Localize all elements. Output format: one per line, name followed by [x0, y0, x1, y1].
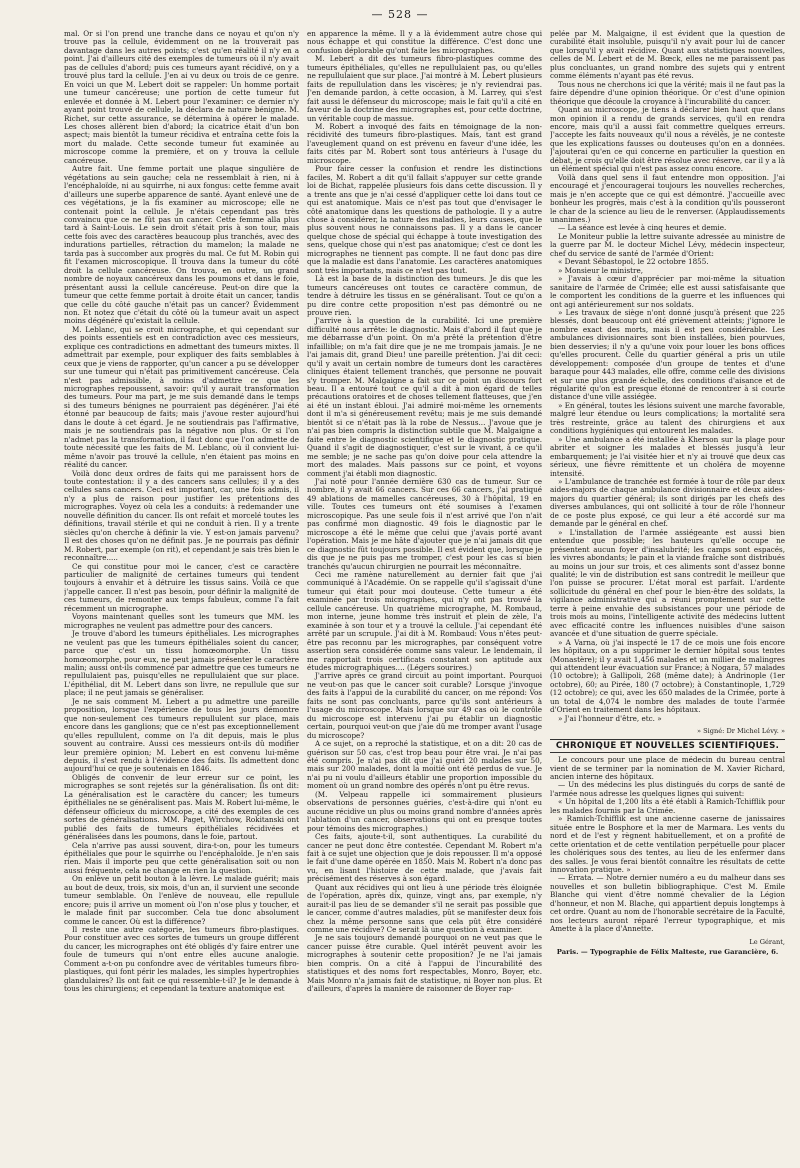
- paragraph: M. Lebert a dit des tumeurs fibro-plastiques comme des tumeurs épithéliales, qu'elles ne repullulaient pas, ou qu'elles ne repullulaient que sur place. J'ai montré à M. Lebert plusieurs faits de repullulation dans les viscères; je n'y reviendrai pas. J'en demande pardon, à cette occasion, à M. Larrey, qui s'est fait aussi le défenseur du microscope; mais le fait qu'il a cité en faveur de la doctrine des micrographes est, pour cette doctrine, un véritable coup de massue.: [307, 54, 542, 123]
- paragraph: Il reste une autre catégorie, les tumeurs fibro-plastiques. Pour constituer avec ces sortes de tumeurs un groupe différent du cancer, les micrographes ont été obligés d'y faire entrer une foule de tumeurs qui n'ont entre elles aucune analogie. Comment a-t-on pu confondre avec de véritables tumeurs fibro-plastiques, qui font périr les malades, les simples hypertrophies glandulaires? Ils ont fait ce qui ressemble-t-il? Je le demande à tous les chirurgiens; et cependant la texture anatomique est: [64, 925, 299, 994]
- column-right-top: [550, 30, 785, 723]
- paragraph: en apparence la même. Il y a là évidemment autre chose qui nous échappe et qui constitue la différence. C'est donc une confusion déplorable qu'ont faite les micrographes.: [307, 30, 542, 55]
- paragraph: Voilà donc deux ordres de faits qui me paraissent hors de toute contestation: il y a des cancers sans cellules; il y a des cellules sans cancers. Ceci est important, car, une fois admis, il n'y a plus de raison pour justifier les prétentions des micrographes. Voyez où cela les a conduits: à redemander une nouvelle définition du cancer. Ils ont refait et morcelé toutes les définitions, travail stérile et qui ne conduit à rien. Il y a trente siècles qu'on cherche à définir la vie. Y est-on jamais parvenu? Il est des choses qu'on ne définit pas. Je ne pourrais pas définir M. Robert, par exemple (on rit), et cependant je sais très bien le reconnaître.....: [64, 468, 299, 563]
- column-left: [64, 30, 299, 1150]
- paragraph: Je ne sais comment M. Lebert a pu admettre une pareille proposition, lorsque l'expérience de tous les jours démontre que non-seulement ces tumeurs repullulent sur place, mais encore dans les ganglions; que ce n'est pas exceptionnellement qu'elles repullulent, comme on l'a dit depuis, mais le plus souvent au contraire. Aussi ces messieurs ont-ils dû modifier leur première opinion; M. Lebert en est convenu lui-même depuis, il s'est rendu à l'évidence des faits. Ils admettent donc aujourd'hui ce que je soutenais en 1846.: [64, 696, 299, 774]
- paragraph: » L'ambulance de tranchée est formée à tour de rôle par deux aides-majors de chaque ambulance divisionnaire et deux aides-majors du quartier général; ils sont dirigés par les chefs des diverses ambulances, qui ont sollicité à tour de rôle l'honneur de ce poste plus exposé, ce qui leur a été accordé sur ma demande par le général en chef.: [550, 477, 785, 529]
- paragraph: » Ramich-Tchifflik est une ancienne caserne de janissaires située entre le Bosphore et la mer de Marmara. Les vents du nord et de l'est y règnent habituellement, et on a profité de cette orientation et de cette ventilation perpétuelle pour placer les cholériques sous des tentes, au lieu de les enfermer dans des salles. Je vous ferai bientôt connaître les résultats de cette innovation pratique. »: [550, 814, 785, 874]
- column-right: [550, 30, 785, 1150]
- paragraph: » Les travaux de siège n'ont donné jusqu'à présent que 225 blessés, dont beaucoup ont été grièvement atteints; j'ignore le nombre exact des morts, mais il est peu considérable. Les ambulances divisionnaires sont bien installées, bien pourvues, bien desservies; il n'y a qu'une voix pour louer les bons offices qu'elles procurent. Celle du quartier général a pris un utile développement: composée d'un groupe de tentes et d'une baraque pour 443 malades, elle offre, comme celle des divisions et sur une plus grande échelle, des conditions d'aisance et de régularité qu'on est presque étonné de rencontrer à si courte distance d'une ville assiégée.: [550, 307, 785, 402]
- section-title: CHRONIQUE ET NOUVELLES SCIENTIFIQUES.: [555, 740, 780, 751]
- paragraph: Le concours pour une place de médecin du bureau central vient de se terminer par la nomination de M. Xavier Richard, ancien interne des hôpitaux.: [550, 755, 785, 781]
- paragraph: Quant aux récidives qui ont lieu à une période très éloignée de l'opération, après dix, quinze, vingt ans, par exemple, n'y aurait-il pas lieu de se demander s'il ne serait pas possible que le cancer, comme d'autres maladies, pût se manifester deux fois chez la même personne sans que cela pût être considéré comme une récidive? Ce serait là une question à examiner.: [307, 882, 542, 935]
- paragraph: Ces faits, ajoute-t-il, sont authentiques. La curabilité du cancer ne peut donc être contestée. Cependant M. Robert m'a fait à ce sujet une objection que je dois repousser. Il m'a opposé le fait d'une dame opérée en 1850. Mais M. Robert n'a donc pas vu, en lisant l'histoire de cette malade, que j'avais fait précisément des réserves à son égard.: [307, 832, 542, 884]
- paragraph: Ceci me ramène naturellement au dernier fait que j'ai communiqué à l'Académie. On se rappelle qu'il s'agissait d'une tumeur qui était pour moi douteuse. Cette tumeur a été examinée par trois micrographes, qui n'y ont pas trouvé la cellule cancéreuse. Un quatrième micrographe, M. Rombaud, mon interne, jeune homme très instruit et plein de zèle, l'a examinée à son tour et y a trouvé la cellule. J'ai cependant été arrêté par un scrupule. J'ai dit à M. Rombaud: Vous n'êtes peut-être pas reconnu par les micrographes, par conséquent votre assertion sera considérée comme sans valeur. Le lendemain, il me rapportait trois certificats constatant son aptitude aux études micrographiques.... (Légers sourires.): [307, 570, 542, 672]
- paragraph: J'arrive après ce grand circuit au point important. Pourquoi ne veut-on pas que le cancer soit curable? Lorsque j'invoque des faits à l'appui de la curabilité du cancer, on me répond: Vos faits ne sont pas concluants, parce qu'ils sont antérieurs à l'usage du microscope. Mais lorsque sur 49 cas où le contrôle du microscope est intervenu j'ai pu établir un diagnostic certain, pourquoi veut-on que j'aie dû me tromper avant l'usage du microscope?: [307, 671, 542, 740]
- paragraph: A ce sujet, on a reproché la statistique, et on a dit: 20 cas de guérison sur 50 cas, c'est trop beau pour être vrai. Je n'ai pas été compris. Je n'ai pas dit que j'ai guéri 20 malades sur 50, mais sur 200 malades, dont la moitié ont été perdus de vue. Je n'ai pu ni voulu d'ailleurs établir une proportion impossible du moment où un grand nombre des opérés n'ont pu être revus.: [307, 739, 542, 791]
- paragraph: — Errata. — Notre dernier numéro a eu du malheur dans ses nouvelles et son bulletin bibliographique. C'est M. Emile Blanche qui vient d'être nommé chevalier de la Légion d'honneur, et non M. Blache, qui appartient depuis longtemps à cet ordre. Quant au nom de l'honorable secrétaire de la Faculté, nos lecteurs auront réparé l'erreur typographique, et mis Amette à la place d'Annette.: [550, 873, 785, 934]
- page-number: — 528 —: [371, 8, 429, 21]
- paragraph: » A Varna, où j'ai inspecté le 17 de ce mois une fois encore les hôpitaux, on a pu supprimer le dernier hôpital sous tentes (Monastère); il y avait 1,456 malades et un millier de malingres qui attendent leur évacuation sur France; à Nogara, 57 malades (10 octobre); à Gallipoli, 268 (même date); à Andrinople (1er octobre), 60; au Pirée, 180 (7 octobre); à Constantinople, 1,729 (12 octobre); ce qui, avec les 650 malades de la Crimée, porte à un total de 4,074 le nombre des malades de toute l'armée d'Orient en traitement dans les hôpitaux.: [550, 637, 785, 715]
- text-columns: [64, 30, 786, 1150]
- paragraph: — La séance est levée à cinq heures et demie.: [558, 223, 727, 233]
- paragraph: Autre fait. Une femme portait une plaque singulière de végétations au sein gauche; cela ne ressemblait à rien, ni à l'encéphaloïde, ni au squirrhe, ni aux fongus: cette femme avait d'ailleurs une superbe apparence de santé. Ayant enlevé une de ces végétations, je la fis examiner au microscope; elle ne contenait point la cellule. Je n'étais cependant pas très convaincu que ce ne fût pas un cancer. Cette femme alla plus tard à Saint-Louis. Le sein droit s'était pris à son tour, mais cette fois avec des caractères beaucoup plus tranchés, avec des indurations partielles, rétraction du mamelon; la malade ne tarda pas à succomber aux progrès du mal. Ce fut M. Robin qui fit l'examen microscopique. Il trouva dans la tumeur du côté droit la cellule cancéreuse. On trouva, en outre, un grand nombre de noyaux cancéreux dans les poumons et dans le foie, présentant aussi la cellule cancéreuse. Peut-on dire que la tumeur que cette femme portait à droite était un cancer, tandis que celle du côté gauche n'était pas un cancer? Évidemment non. Et notez que c'était du côté où la tumeur avait un aspect moins dégénéré qu'existait la cellule.: [64, 164, 299, 326]
- paragraph: » J'ai l'honneur d'être, etc. »: [558, 713, 662, 723]
- paragraph: (M. Velpeau rappelle ici sommairement plusieurs observations de personnes guéries, c'est-à-dire qui n'ont eu aucune récidive un plus ou moins grand nombre d'années après l'ablation d'un cancer, observations qui ont eu presque toutes pour témoins des micrographes.): [307, 789, 542, 833]
- paragraph: M. Robert a invoqué des faits en témoignage de la non-récidivité des tumeurs fibro-plastiques. Mais, tant est grand l'aveuglement quand on est prévenu en faveur d'une idée, les faits cités par M. Robert sont tous antérieurs à l'usage du microscope.: [307, 121, 542, 165]
- paragraph: J'arrive à la question de la curabilité. Ici une première difficulté nous arrête: le diagnostic. Mais d'abord il faut que je me débarrasse d'un point. On m'a prêté la prétention d'être infaillible; on m'a fait dire que je ne me trompais jamais. Je ne l'ai jamais dit, grand Dieu! une pareille prétention. J'ai dit ceci: qu'il y avait un certain nombre de tumeurs dont les caractères cliniques étaient tellement tranchés, que personne ne pouvait s'y tromper. M. Malgaigne a fait sur ce point un discours fort beau. Il a entouré tout ce qu'il a dit à mon égard de telles précautions oratoires et de choses tellement flatteuses, que j'en ai été un instant ébloui. J'ai admiré moi-même les ornements dont il m'a si généreusement revêtu; mais je me suis demandé bientôt si ce n'était pas là la robe de Nessus... J'avoue que je n'ai pas bien compris la distinction subtile que M. Malgaigne a faite entre le diagnostic scientifique et le diagnostic pratique. Quand il s'agit de diagnostiquer, c'est sur le vivant, à ce qu'il me semble; je ne sache pas qu'on doive pour cela attendre la mort des malades. Mais passons sur ce point, et voyons comment j'ai établi mon diagnostic.: [307, 316, 542, 478]
- paragraph: Voyons maintenant quelles sont les tumeurs que MM. les micrographes ne veulent pas admettre pour des cancers.: [64, 612, 299, 630]
- gerant-label: Le Gérant,: [749, 937, 785, 946]
- paragraph: J'ai noté pour l'année dernière 630 cas de tumeur. Sur ce nombre, il y avait 66 cancers. Sur ces 66 cancers, j'ai pratiqué 49 ablations de mamelles cancéreuses, 30 à l'hôpital, 19 en ville. Toutes ces tumeurs ont été soumises à l'examen microscopique. Pas une seule fois il n'est arrivé que l'on n'ait pas confirmé mon diagnostic. 49 fois le diagnostic par le microscope a été le même que celui que j'avais porté avant l'opération. Mais je me hâte d'ajouter que je n'ai jamais dit que ce diagnostic fût toujours possible. Il est évident que, lorsque je dis que je ne puis pas me tromper, c'est pour les cas si bien tranchés qu'aucun chirurgien ne pourrait les méconnaître.: [307, 477, 542, 571]
- paragraph: Je ne sais toujours demandé pourquoi on ne veut pas que le cancer puisse être curable. Quel intérêt peuvent avoir les micrographes à soutenir cette proposition? Je ne l'ai jamais bien compris. On a cité à l'appui de l'incurabilité des statistiques et des noms fort respectables, Monro, Boyer, etc. Mais Monro n'a jamais fait de statistique, ni Boyer non plus. Et d'ailleurs, d'après la manière de raisonner de Boyer rap-: [307, 933, 542, 994]
- paragraph: — Un des médecins les plus distingués du corps de santé de l'armée nous adresse les quelques lignes qui suivent:: [550, 780, 785, 798]
- paragraph: » En général, toutes les lésions suivent une marche favorable, malgré leur étendue ou leurs complications; la mortalité sera très restreinte, grâce au talent des chirurgiens et aux conditions hygiéniques qui entourent les malades.: [550, 400, 785, 436]
- paragraph: Je trouve d'abord les tumeurs épithéliales. Les micrographes ne veulent pas que les tumeurs épithéliales soient du cancer, parce que c'est un tissu homœomorphe. Un tissu homœomorphe, pour eux, ne peut jamais présenter le caractère malin; aussi ont-ils commencé par admettre que ces tumeurs ne repullulaient pas, puisqu'elles ne repullulaient que sur place. L'épithélial, dit M. Lebert dans son livre, ne repullule que sur place; il ne peut jamais se généraliser.: [64, 629, 299, 698]
- paragraph: On enlève un petit bouton à la lèvre. Le malade guérit; mais au bout de deux, trois, six mois, d'un an, il survient une seconde tumeur semblable. On l'enlève de nouveau, elle repullule encore; puis il arrive un moment où l'on n'ose plus y toucher, et le malade finit par succomber. Cela tue donc absolument comme le cancer. Où est la différence?: [64, 874, 299, 926]
- printer-line: Paris. — Typographie de Félix Malteste, rue Garancière, 6.: [556, 948, 779, 957]
- section-rule-top: [550, 739, 785, 740]
- column-right-bottom: [550, 756, 785, 934]
- paragraph: Ce qui constitue pour moi le cancer, c'est ce caractère particulier de malignité de certaines tumeurs qui tendent toujours à envahir et à détruire les tissus sains. Voilà ce que j'appelle cancer. Il n'est pas besoin, pour définir la malignité de ces tumeurs, de remonter aux temps fabuleux, comme l'a fait récemment un micrographe.: [64, 561, 299, 613]
- paragraph: Obligés de convenir de leur erreur sur ce point, les micrographes se sont rejetés sur la généralisation. Ils ont dit: La généralisation est le caractère du cancer; les tumeurs épithéliales ne se généralisent pas. Mais M. Robert lui-même, le défenseur officieux du microscope, a cité des exemples de ces sortes de généralisations. MM. Paget, Wirchow, Rokitanski ont publié des faits de tumeurs épithéliales récidivées et généralisées dans les poumons, dans le foie, partout.: [64, 772, 299, 842]
- paragraph: » Monsieur le ministre,: [558, 265, 644, 275]
- section-rule-bottom: [550, 752, 785, 753]
- paragraph: » Une ambulance a été installée à Kherson sur la plage pour abriter et soigner les malades et blessés jusqu'à leur embarquement; je l'ai visitée hier et n'y ai trouvé que deux cas sérieux, une fièvre rémittente et un choléra de moyenne intensité.: [550, 434, 785, 478]
- paragraph: Voilà dans quel sens il faut entendre mon opposition. J'ai encouragé et j'encouragerai toujours les nouvelles recherches, mais je n'en accepte que ce qui est démontré. J'accueille avec bonheur les progrès, mais c'est à la condition qu'ils pousseront le char de la science au lieu de le renverser. (Applaudissements unanimes.): [550, 172, 785, 224]
- paragraph: Quant au microscope, je tiens à déclarer bien haut que dans mon opinion il a rendu de grands services, qu'il en rendra encore, mais qu'il a aussi fait commettre quelques erreurs. J'accepte les faits nouveaux qu'il nous a révélés, je ne conteste que les explications fausses ou douteuses qu'on en a données. J'ajouterai qu'en ce qui concerne en particulier la question en débat, je crois qu'elle doit être résolue avec réserve, car il y a là un élément spécial qui n'est pas assez connu encore.: [550, 105, 785, 174]
- paragraph: mal. Or si l'on prend une tranche dans ce noyau et qu'on n'y trouve pas la cellule, évidemment on ne la trouverait pas davantage dans les autres points; c'est qu'en réalité il n'y en a point. J'ai d'ailleurs cité des exemples de tumeurs où il n'y avait pas de cellules d'abord; puis ces tumeurs ayant récidivé, on y a trouvé plus tard la cellule. J'en ai vu deux ou trois de ce genre. En voici un que M. Lebert doit se rappeler: Un homme portait une tumeur cancéreuse; une portion de cette tumeur fut enlevée et donnée à M. Lebert pour l'examiner: ce dernier n'y ayant point trouvé de cellule, la déclara de nature bénigne. M. Richet, sur cette assurance, se détermina à opérer le malade. Les choses allèrent bien d'abord; la cicatrice était d'un bon aspect; mais bientôt la tumeur récidiva et entraîna cette fois la mort du malade. Cette seconde tumeur fut examinée au microscope comme la première, et on y trouva la cellule cancéreuse.: [64, 30, 299, 165]
- letter-signature: » Signé: Dr Michel Lévy. »: [697, 727, 785, 736]
- paragraph: Tous nous ne cherchons ici que la vérité; mais il ne faut pas la faire dépendre d'une opinion théorique. Or c'est d'une opinion théorique que découle la croyance à l'incurabilité du cancer.: [550, 79, 785, 106]
- column-middle: [307, 30, 542, 1150]
- paragraph: » L'installation de l'armée assiégeante est aussi bien entendue que possible; les hauteurs qu'elle occupe ne présentent aucun foyer d'insalubrité; les camps sont espacés, les vivres abondants; le pain et la viande fraîche sont distribués au moins un jour sur trois, et ces aliments sont d'assez bonne qualité; le vin de distribution est sans contredit le meilleur que l'on puisse se procurer. L'état moral est parfait. L'ardente sollicitude du général en chef pour le bien-être des soldats, la vigilance administrative qui a réuni promptement sur cette terre à peine envahie des subsistances pour une période de trois mois au moins, l'intelligente activité des médecins luttent avec efficacité contre les influences nuisibles d'une saison avancée et d'une situation de guerre spéciale.: [550, 527, 785, 639]
- paragraph: « Un hôpital de 1,200 lits a été établi à Ramich-Tchifflik pour les malades fournis par la Crimée.: [550, 797, 785, 815]
- paragraph: Là est la base de la distinction des tumeurs. Je dis que les tumeurs cancéreuses ont toutes ce caractère commun, de tendre à détruire les tissus en se généralisant. Tout ce qu'on a pu dire contre cette proposition n'est pas démontré ou ne prouve rien.: [307, 274, 542, 317]
- paragraph: Cela n'arrive pas aussi souvent, dira-t-on, pour les tumeurs épithéliales que pour le squirrhe ou l'encéphaloïde. Je n'en sais rien. Mais il importe peu que cette généralisation soit ou non aussi fréquente, cela ne change en rien la question.: [64, 840, 299, 875]
- paragraph: Le Moniteur publie la lettre suivante adressée au ministre de la guerre par M. le docteur Michel Lévy, médecin inspecteur, chef du service de santé de l'armée d'Orient:: [550, 231, 785, 258]
- paragraph: « Devant Sébastopol, le 22 octobre 1855.: [558, 257, 709, 267]
- paragraph: M. Leblanc, qui se croit micrographe, et qui cependant sur des points essentiels est en contradiction avec ces messieurs, explique ces contradictions en admettant des tumeurs mixtes. Il admettrait par exemple, pour expliquer des faits semblables à ceux que je viens de rapporter, qu'un cancer a pu se développer sur une tumeur qui n'était pas primitivement cancéreuse. Cela n'est pas admissible, à moins d'admettre ce que les micrographes repoussent, savoir: qu'il y aurait transformation des tumeurs. Pour ma part, je me suis demandé dans le temps si des tumeurs bénignes ne pourraient pas dégénérer. J'ai été étonné par beaucoup de faits; mais j'avoue rester aujourd'hui dans le doute à cet égard. Je ne soutiendrais pas l'affirmative, mais je ne soutiendrais pas la négative non plus. Or si l'on n'admet pas la transformation, il faut donc que l'on admette de toute nécessité que les faits de M. Leblanc, où il convient lui-même n'avoir pas trouvé la cellule, n'en étaient pas moins en réalité du cancer.: [64, 324, 299, 470]
- paragraph: pelée par M. Malgaigne, il est évident que la question de curabilité était insoluble, puisqu'il n'y avait pour lui de cancer que lorsqu'il y avait récidive. Quant aux statistiques nouvelles, celles de M. Lebert et de M. Bœck, elles ne me paraissent pas plus concluantes, un grand nombre des sujets qui y entrent comme éléments n'ayant pas été revus.: [550, 30, 785, 81]
- paragraph: Pour faire cesser la confusion et rendre les distinctions faciles, M. Robert a dit qu'il fallait s'appuyer sur cette grande loi de Bichat, rappelée plusieurs fois dans cette discussion. Il y a trente ans que je n'ai cessé d'appliquer cette loi dans tout ce qui est anatomique. Mais ce n'est pas tout que d'envisager le côté anatomique dans les questions de pathologie. Il y a autre chose à considérer, la nature des maladies, leurs causes, que le plus souvent nous ne connaissons pas. Il y a dans le cancer quelque chose de spécial qui échappe à toute investigation des sens, quelque chose qui n'est pas anatomique; c'est ce dont les micrographes ne tiennent pas compte. Il ne faut donc pas dire que la maladie est dans l'anatomie. Les caractères anatomiques sont très importants, mais ce n'est pas tout.: [307, 164, 542, 275]
- paragraph: » J'avais à cœur d'apprécier par moi-même la situation sanitaire de l'armée de Crimée; elle est aussi satisfaisante que le comportent les conditions de la guerre et les influences qui ont agi antérieurement sur nos soldats.: [550, 274, 785, 309]
